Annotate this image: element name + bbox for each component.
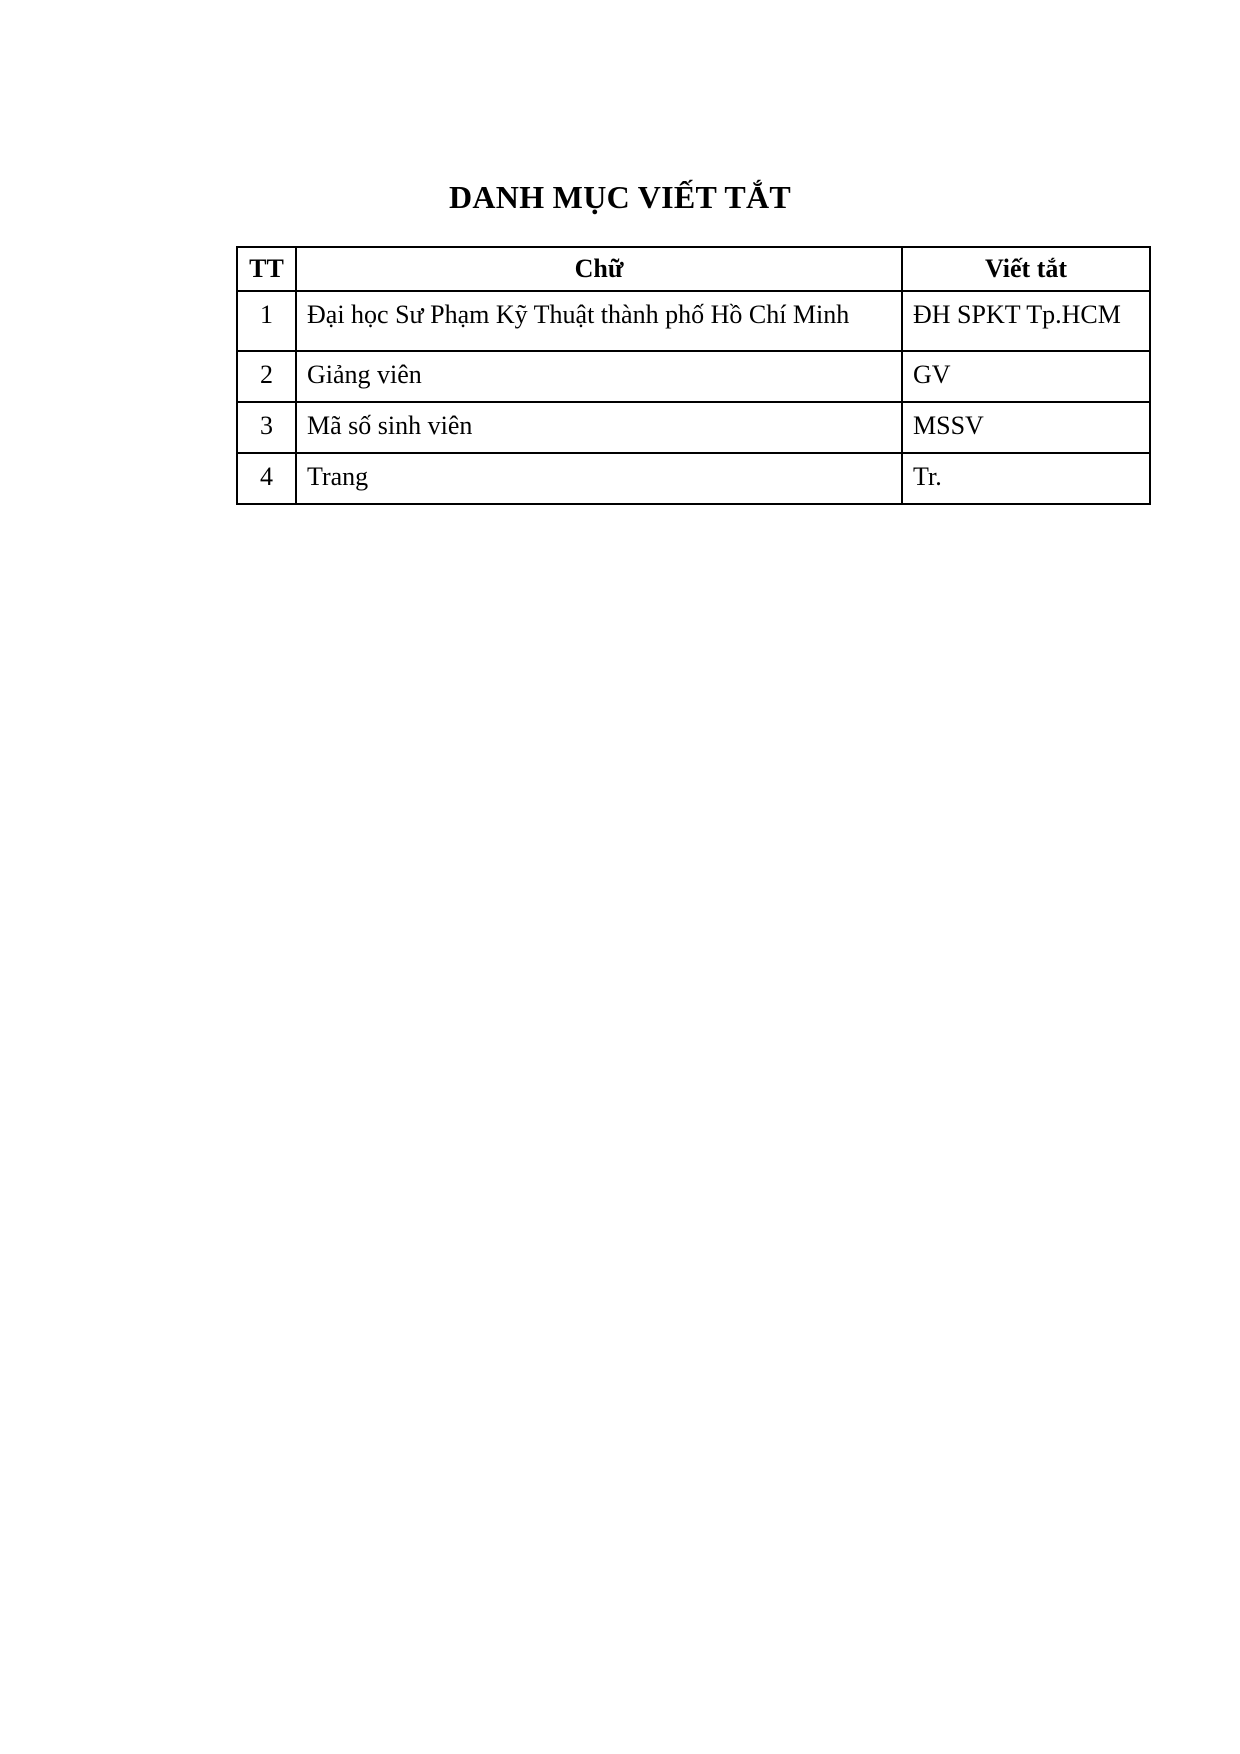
header-abbreviation: Viết tắt (902, 247, 1150, 291)
table-row (237, 291, 1150, 351)
table-row (237, 402, 1150, 453)
table-row (237, 453, 1150, 504)
header-word: Chữ (296, 247, 902, 291)
cell-tt: 3 (237, 402, 296, 453)
cell-tt: 4 (237, 453, 296, 504)
cell-tt: 1 (237, 291, 296, 351)
cell-word: Trang (296, 453, 902, 504)
page-title: DANH MỤC VIẾT TẮT (448, 179, 792, 215)
table-header-row (237, 247, 1150, 291)
cell-abbreviation: ĐH SPKT Tp.HCM (902, 291, 1150, 351)
cell-word: Giảng viên (296, 351, 902, 402)
table-row (237, 351, 1150, 402)
cell-word: Đại học Sư Phạm Kỹ Thuật thành phố Hồ Chí Minh (296, 291, 902, 351)
cell-abbreviation: MSSV (902, 402, 1150, 453)
cell-word: Mã số sinh viên (296, 402, 902, 453)
cell-abbreviation: GV (902, 351, 1150, 402)
abbreviation-table (236, 246, 1151, 505)
cell-tt: 2 (237, 351, 296, 402)
header-tt: TT (237, 247, 296, 291)
cell-abbreviation: Tr. (902, 453, 1150, 504)
